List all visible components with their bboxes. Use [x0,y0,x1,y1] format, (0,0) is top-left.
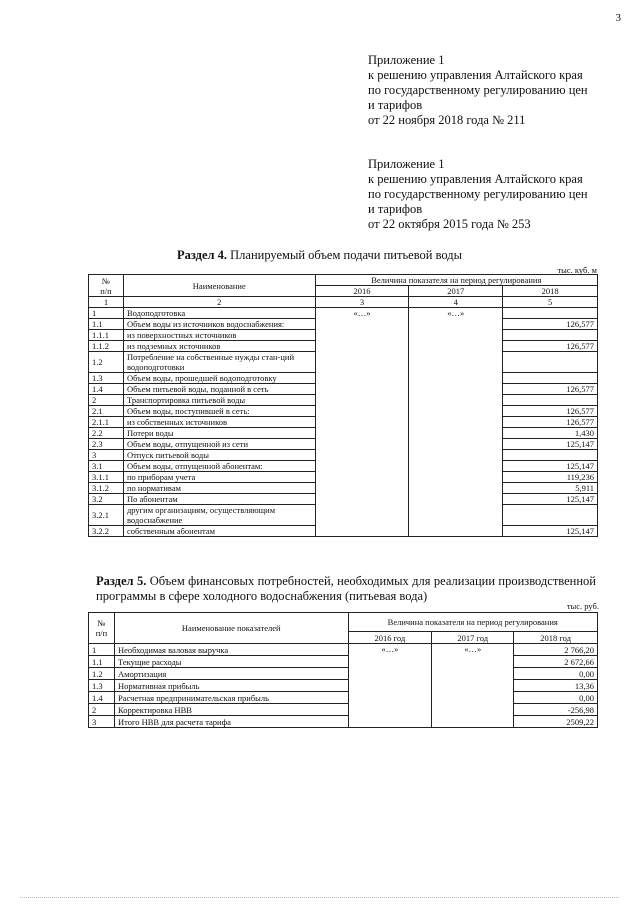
row-value: 0,00 [514,668,598,680]
row-number: 1.1.2 [89,341,124,352]
row-value: 13,36 [514,680,598,692]
row-number: 2 [89,704,115,716]
row-value: 125,147 [503,526,598,537]
row-name: Корректировка НВВ [114,704,348,716]
row-number: 1.1 [89,319,124,330]
row-name: Объем питьевой воды, поданной в сеть [123,384,315,395]
table-row [89,704,598,716]
section-5-table [88,612,598,728]
appendix-line: по государственному регулированию цен [368,187,588,201]
header-year: 2016 год [348,632,432,644]
merged-year-cell [315,308,409,537]
appendix-line: от 22 ноября 2018 года № 211 [368,113,526,127]
header-year: 2018 [503,286,598,297]
section-4-title [0,248,639,263]
row-number: 3 [89,450,124,461]
col-number: 4 [409,297,503,308]
row-name: по приборам учета [123,472,315,483]
header-name: Наименование [123,275,315,297]
appendix-line: Приложение 1 [368,157,445,171]
row-value: 126,577 [503,406,598,417]
row-value: 126,577 [503,319,598,330]
row-number: 2.1 [89,406,124,417]
appendix-line: Приложение 1 [368,53,445,67]
placeholder-value: «…» [447,308,465,318]
col-number: 2 [123,297,315,308]
row-number: 1.1.1 [89,330,124,341]
page-number: 3 [615,12,621,24]
placeholder-value: «…» [381,644,399,654]
placeholder-value: «…» [353,308,371,318]
row-name: другим организациям, осуществляющим водоснабжение [123,505,315,526]
row-number: 1.4 [89,384,124,395]
appendix-line: от 22 октября 2015 года № 253 [368,217,531,231]
row-value: 0,00 [514,692,598,704]
row-number: 1.1 [89,656,115,668]
row-name: по нормативам [123,483,315,494]
section-5-unit: тыс. руб. [566,601,599,611]
row-number: 1.3 [89,373,124,384]
row-value: 1,430 [503,428,598,439]
row-value: 2509,22 [514,716,598,728]
appendix-line: и тарифов [368,98,423,112]
row-number: 3.2.2 [89,526,124,537]
table-row [89,692,598,704]
row-value: 5,911 [503,483,598,494]
section-4-unit: тыс. куб. м [557,265,597,275]
row-value [503,308,598,319]
row-number: 1.2 [89,352,124,373]
row-value [503,450,598,461]
header-num: № п/п [89,613,115,644]
merged-year-cell [409,308,503,537]
row-name: Потери воды [123,428,315,439]
col-number: 3 [315,297,409,308]
row-name: собственным абонентам [123,526,315,537]
row-number: 1 [89,308,124,319]
row-name: Потребление на собственные нужды стан-ций водоподготовки [123,352,315,373]
row-value: 2 672,66 [514,656,598,668]
header-name: Наименование показателей [114,613,348,644]
row-number: 2.2 [89,428,124,439]
col-number: 1 [89,297,124,308]
page-bottom-edge [20,897,619,898]
appendix-1-header [368,53,588,128]
row-number: 1 [89,644,115,656]
row-value [503,352,598,373]
row-value [503,395,598,406]
row-number: 3.1.2 [89,483,124,494]
section-5-text: Объем финансовых потребностей, необходимых для реализации производственной программы в сфере холодного водоснабжения (питьевая вода) [96,574,596,603]
table-row [89,308,598,319]
row-name: Итого НВВ для расчета тарифа [114,716,348,728]
section-4-label: Раздел 4. [176,248,228,262]
placeholder-value: «…» [464,644,482,654]
header-period: Величина показателя на период регулирования [315,275,597,286]
row-value: 125,147 [503,461,598,472]
header-year: 2017 [409,286,503,297]
row-name: Объем воды, отпущенной из сети [123,439,315,450]
row-value: 126,577 [503,341,598,352]
row-number: 1.4 [89,692,115,704]
row-name: Расчетная предпринимательская прибыль [114,692,348,704]
row-name: Нормативная прибыль [114,680,348,692]
appendix-2-header [368,157,588,232]
table-row [89,680,598,692]
row-number: 2.3 [89,439,124,450]
merged-year-cell [432,644,514,728]
header-year: 2017 год [432,632,514,644]
row-name: Транспортировка питьевой воды [123,395,315,406]
appendix-line: к решению управления Алтайского края [368,68,583,82]
row-name: из поверхностных источников [123,330,315,341]
row-number: 3.1 [89,461,124,472]
header-period: Величина показателя на период регулирования [348,613,598,632]
header-year: 2018 год [514,632,598,644]
row-value [503,505,598,526]
section-4-table [88,274,598,537]
row-name: Необходимая валовая выручка [114,644,348,656]
section-4-text: Планируемый объем подачи питьевой воды [227,248,463,262]
row-number: 3 [89,716,115,728]
row-number: 1.3 [89,680,115,692]
col-number: 5 [503,297,598,308]
row-value: 119,236 [503,472,598,483]
appendix-line: по государственному регулированию цен [368,83,588,97]
table-row [89,716,598,728]
row-name: Объем воды из источников водоснабжения: [123,319,315,330]
row-number: 3.2.1 [89,505,124,526]
appendix-line: и тарифов [368,202,423,216]
merged-year-cell [348,644,432,728]
row-value: 125,147 [503,494,598,505]
row-value: 2 766,20 [514,644,598,656]
row-name: Водоподготовка [123,308,315,319]
row-value: 125,147 [503,439,598,450]
row-name: Отпуск питьевой воды [123,450,315,461]
table-row [89,668,598,680]
row-name: из собственных источников [123,417,315,428]
row-name: Объем воды, отпущенной абонентам: [123,461,315,472]
row-value: -256,98 [514,704,598,716]
table-row [89,644,598,656]
row-value [503,330,598,341]
table-row [89,656,598,668]
section-5-title [96,574,596,604]
row-name: Объем воды, поступившей в сеть: [123,406,315,417]
row-number: 3.2 [89,494,124,505]
row-name: из подземных источников [123,341,315,352]
header-num: № п/п [89,275,124,297]
row-name: Амортизация [114,668,348,680]
row-name: По абонентам [123,494,315,505]
row-number: 2 [89,395,124,406]
appendix-line: к решению управления Алтайского края [368,172,583,186]
row-value: 126,577 [503,417,598,428]
row-value: 126,577 [503,384,598,395]
row-number: 1.2 [89,668,115,680]
row-name: Объем воды, прошедшей водоподготовку [123,373,315,384]
row-value [503,373,598,384]
row-number: 3.1.1 [89,472,124,483]
section-5-label: Раздел 5. [96,574,147,588]
header-year: 2016 [315,286,409,297]
row-name: Текущие расходы [114,656,348,668]
row-number: 2.1.1 [89,417,124,428]
